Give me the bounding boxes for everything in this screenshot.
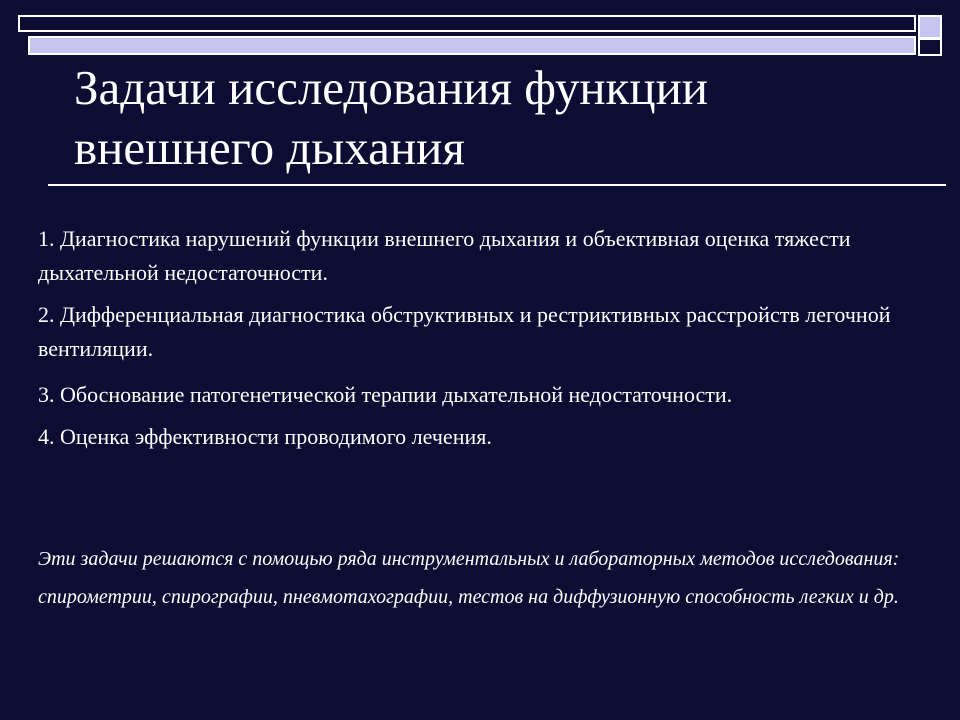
list-item: 1. Диагностика нарушений функции внешнего дыхания и объективная оценка тяжести дыхательной недостаточности.	[38, 226, 851, 285]
title-underline	[48, 184, 946, 186]
slide-title: Задачи исследования функции внешнего дыхания	[74, 60, 709, 175]
list-item: 3. Обоснование патогенетической терапии дыхательной недостаточности.	[38, 382, 733, 407]
header-decor-square-outline	[918, 38, 942, 56]
header-decor-square	[918, 15, 942, 39]
list-item: 4. Оценка эффективности проводимого лечения.	[38, 424, 492, 449]
header-decor-bar	[28, 36, 916, 55]
methods-note: Эти задачи решаются с помощью ряда инструментальных и лабораторных методов исследования: спирометрии, спирографии, пневмотахографии, тестов на диффузионную способность легких и др.	[38, 548, 900, 608]
header-decor-bar-outline	[18, 15, 916, 32]
task-list	[38, 222, 938, 458]
list-item: 2. Дифференциальная диагностика обструктивных и рестриктивных расстройств легочной вентиляции.	[38, 302, 891, 361]
